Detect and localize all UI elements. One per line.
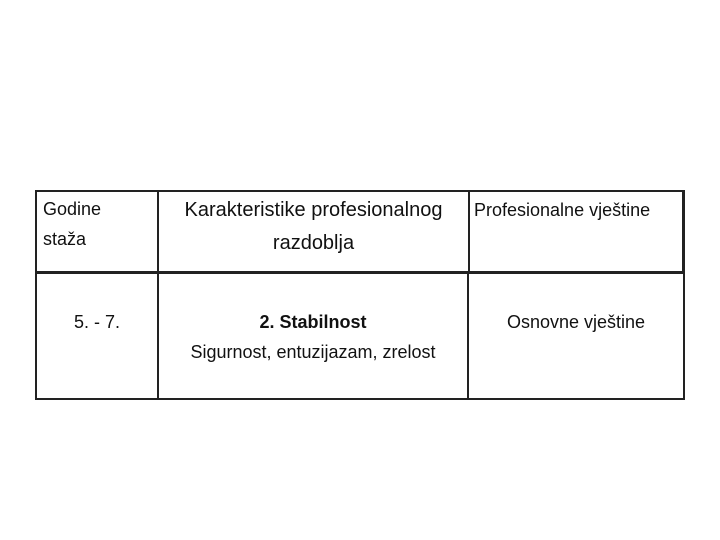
cell-skills <box>469 307 683 337</box>
header-characteristics <box>159 194 468 260</box>
header-skills <box>474 195 684 225</box>
cell-years <box>37 307 157 337</box>
header-skills-label: Profesionalne vještine <box>474 200 651 220</box>
skills-value: Osnovne vještine <box>506 312 646 332</box>
header-years-line-1: Godine <box>43 199 102 219</box>
years-value: 5. - 7. <box>73 312 121 332</box>
cell-stage <box>159 307 467 367</box>
header-characteristics-line-1: Karakteristike profesionalnog <box>184 199 443 221</box>
header-years <box>43 194 153 254</box>
stage-traits: Sigurnost, entuzijazam, zrelost <box>190 342 436 362</box>
header-characteristics-line-2: razdoblja <box>272 232 355 254</box>
career-stage-table <box>35 190 685 400</box>
stage-title: 2. Stabilnost <box>259 312 367 332</box>
header-years-line-2: staža <box>43 229 87 249</box>
header-divider <box>37 271 683 274</box>
column-divider-2 <box>468 192 470 272</box>
